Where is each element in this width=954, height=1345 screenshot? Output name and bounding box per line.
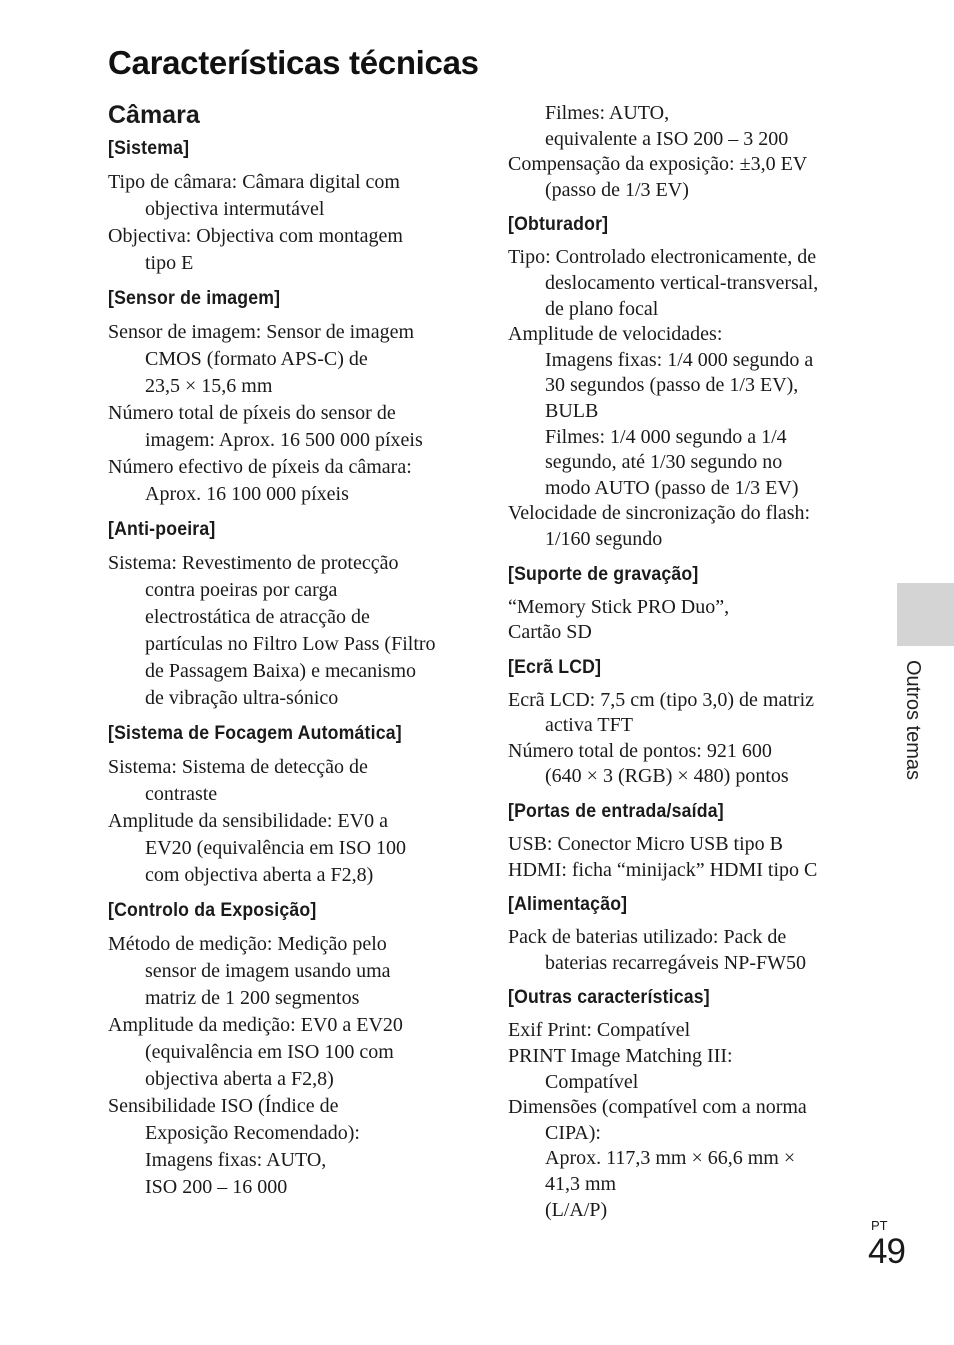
group-heading: [Sistema de Focagem Automática]	[108, 723, 402, 744]
side-tab-marker	[897, 583, 954, 646]
group-heading: [Portas de entrada/saída]	[508, 801, 724, 823]
spec-line: partículas no Filtro Low Pass (Filtro	[145, 633, 436, 655]
spec-group	[108, 723, 468, 889]
spec-line: com objectiva aberta a F2,8)	[145, 864, 374, 886]
spec-group	[108, 138, 468, 277]
spec-line: matriz de 1 200 segmentos	[145, 987, 360, 1009]
spec-groups	[508, 214, 868, 1223]
spec-line: Aprox. 16 100 000 píxeis	[145, 483, 349, 505]
spec-line: Amplitude da sensibilidade: EV0 a	[108, 810, 388, 832]
spec-group	[508, 894, 868, 976]
group-heading: [Suporte de gravação]	[508, 563, 699, 585]
spec-line: imagem: Aprox. 16 500 000 píxeis	[145, 429, 423, 451]
spec-line: Sistema: Sistema de detecção de	[108, 756, 368, 778]
spec-line: activa TFT	[545, 714, 633, 737]
group-heading: [Obturador]	[508, 214, 609, 236]
spec-line: tipo E	[145, 252, 194, 274]
spec-line: 23,5 × 15,6 mm	[145, 375, 273, 397]
group-heading: [Controlo da Exposição]	[108, 900, 317, 921]
spec-groups	[108, 138, 468, 1201]
spec-line: BULB	[545, 399, 599, 422]
spec-line: objectiva intermutável	[145, 198, 325, 220]
spec-group	[108, 519, 468, 712]
spec-line: electrostática de atracção de	[145, 606, 370, 628]
spec-group	[508, 214, 868, 552]
spec-line: Aprox. 117,3 mm × 66,6 mm ×	[545, 1147, 796, 1170]
spec-line: Exposição Recomendado):	[145, 1122, 360, 1144]
spec-line: de Passagem Baixa) e mecanismo	[145, 660, 417, 682]
spec-line: Número efectivo de píxeis da câmara:	[108, 456, 412, 478]
spec-line: Sensor de imagem: Sensor de imagem	[108, 321, 415, 343]
spec-line: baterias recarregáveis NP-FW50	[545, 951, 806, 974]
spec-line: Amplitude da medição: EV0 a EV20	[108, 1014, 403, 1036]
spec-line: objectiva aberta a F2,8)	[145, 1068, 334, 1090]
spec-line: (passo de 1/3 EV)	[545, 178, 689, 201]
spec-group	[508, 801, 868, 883]
group-heading: [Alimentação]	[508, 894, 628, 916]
spec-line: modo AUTO (passo de 1/3 EV)	[545, 476, 799, 499]
spec-line: Sensibilidade ISO (Índice de	[108, 1095, 339, 1117]
right-column	[508, 101, 868, 1223]
spec-line: Compatível	[545, 1070, 639, 1093]
spec-line: Ecrã LCD: 7,5 cm (tipo 3,0) de matriz	[508, 688, 815, 711]
spec-line: equivalente a ISO 200 – 3 200	[545, 127, 789, 150]
spec-line: PRINT Image Matching III:	[508, 1045, 733, 1068]
group-heading: [Sistema]	[108, 138, 190, 159]
page-title: Características técnicas	[108, 44, 479, 81]
spec-line: Cartão SD	[508, 621, 592, 644]
spec-line: (equivalência em ISO 100 com	[145, 1041, 394, 1063]
spec-line: Filmes: 1/4 000 segundo a 1/4	[545, 425, 787, 448]
spec-line: 1/160 segundo	[545, 527, 663, 550]
group-heading: [Ecrã LCD]	[508, 656, 602, 678]
spec-line: 41,3 mm	[545, 1173, 617, 1195]
spec-line: Velocidade de sincronização do flash:	[508, 502, 811, 525]
language-code: PT	[871, 1218, 888, 1233]
spec-line: Método de medição: Medição pelo	[108, 933, 387, 955]
spec-group	[108, 900, 468, 1201]
page-number: 49	[868, 1232, 905, 1271]
spec-line: Amplitude de velocidades:	[508, 323, 723, 346]
spec-line: EV20 (equivalência em ISO 100	[145, 837, 407, 859]
spec-line: de plano focal	[545, 297, 659, 320]
continued-spec-lines	[508, 101, 868, 203]
spec-group	[508, 987, 868, 1223]
spec-group	[108, 288, 468, 508]
spec-line: Sistema: Revestimento de protecção	[108, 552, 399, 574]
spec-line: CMOS (formato APS-C) de	[145, 348, 368, 370]
spec-line: CIPA):	[545, 1121, 601, 1144]
spec-line: Filmes: AUTO,	[545, 102, 670, 124]
spec-line: de vibração ultra-sónico	[145, 687, 339, 709]
section-title: Câmara	[108, 101, 200, 129]
spec-line: Exif Print: Compatível	[508, 1019, 691, 1042]
left-column	[108, 100, 468, 1201]
group-heading: [Sensor de imagem]	[108, 288, 281, 309]
spec-line: ISO 200 – 16 000	[145, 1176, 288, 1198]
spec-line: “Memory Stick PRO Duo”,	[508, 595, 730, 618]
spec-line: sensor de imagem usando uma	[145, 960, 391, 982]
spec-line: Objectiva: Objectiva com montagem	[108, 225, 403, 247]
spec-line: Número total de pontos: 921 600	[508, 739, 772, 762]
spec-line: contra poeiras por carga	[145, 579, 338, 601]
spec-line: HDMI: ficha “minijack” HDMI tipo C	[508, 858, 818, 881]
spec-line: Compensação da exposição: ±3,0 EV	[508, 153, 808, 176]
spec-line: Tipo: Controlado electronicamente, de	[508, 246, 817, 269]
spec-line: Imagens fixas: AUTO,	[145, 1149, 327, 1171]
spec-line: Dimensões (compatível com a norma	[508, 1096, 807, 1119]
spec-line: Número total de píxeis do sensor de	[108, 402, 396, 424]
spec-line: contraste	[145, 783, 218, 805]
spec-line: (640 × 3 (RGB) × 480) pontos	[545, 765, 789, 788]
spec-line: 30 segundos (passo de 1/3 EV),	[545, 374, 799, 397]
spec-line: (L/A/P)	[545, 1198, 608, 1221]
spec-line: deslocamento vertical-transversal,	[545, 271, 819, 294]
group-heading: [Outras características]	[508, 987, 710, 1009]
spec-group	[508, 564, 868, 646]
spec-group	[508, 657, 868, 790]
spec-line: Tipo de câmara: Câmara digital com	[108, 171, 400, 193]
side-tab-label: Outros temas	[902, 660, 924, 781]
spec-line: segundo, até 1/30 segundo no	[545, 451, 783, 474]
group-heading: [Anti-poeira]	[108, 519, 216, 540]
spec-line: USB: Conector Micro USB tipo B	[508, 833, 784, 856]
spec-line: Pack de baterias utilizado: Pack de	[508, 926, 787, 949]
spec-line: Imagens fixas: 1/4 000 segundo a	[545, 348, 814, 371]
